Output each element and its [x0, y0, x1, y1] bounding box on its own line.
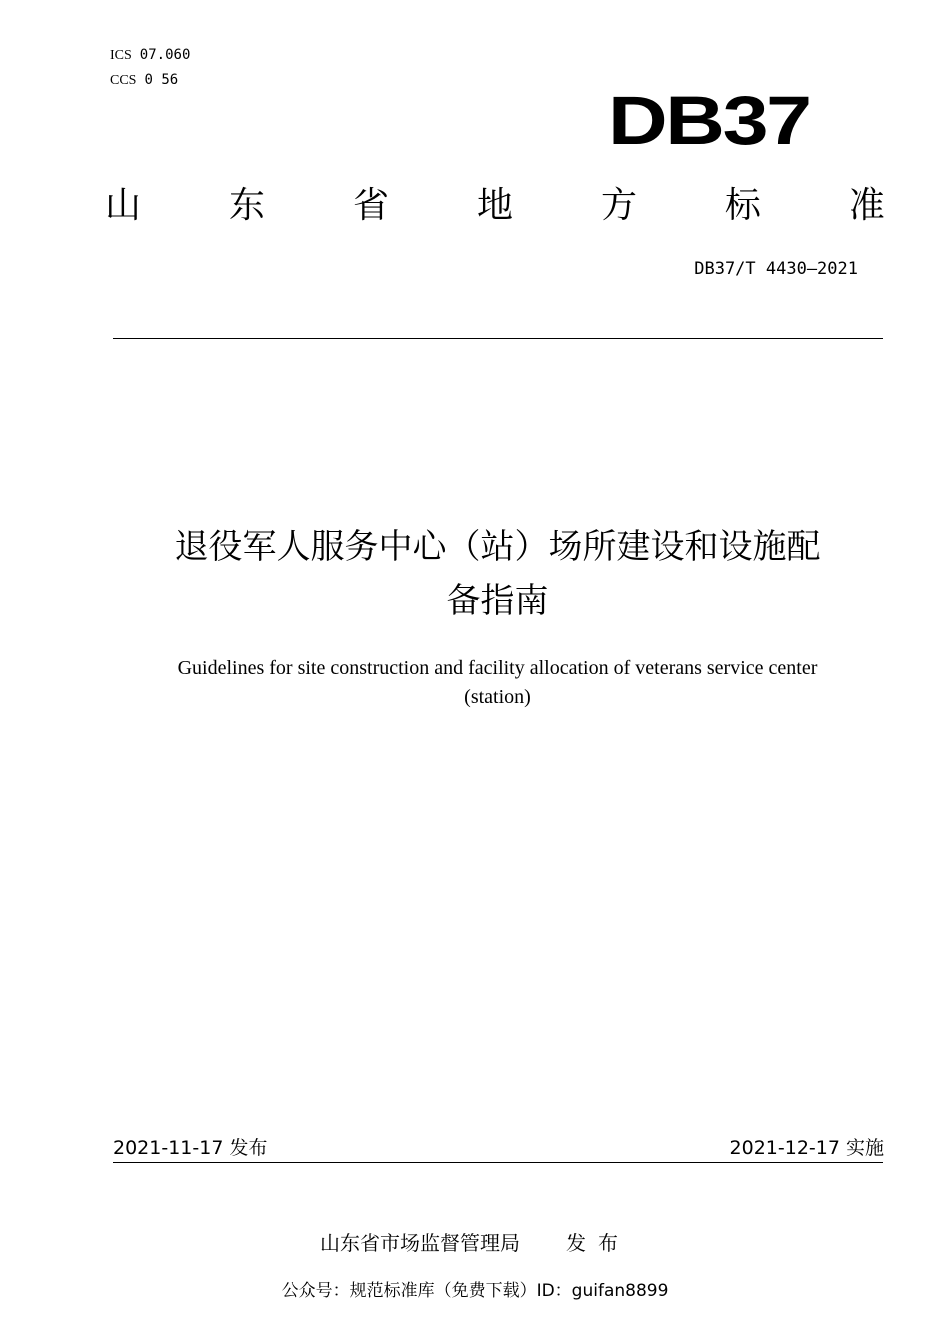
footer-note: 公众号：规范标准库（免费下载）ID：guifan8899: [281, 1281, 669, 1301]
bottom-divider: [113, 1162, 883, 1163]
standard-type-char: 方: [600, 185, 637, 226]
ics-line: [110, 47, 190, 64]
standard-type-char: 准: [848, 185, 885, 226]
title-english: [110, 654, 885, 712]
standard-type-char: 东: [228, 185, 265, 226]
top-divider: [113, 338, 883, 339]
title-chinese: [95, 520, 900, 628]
issuer-action: 发布: [566, 1231, 630, 1255]
ccs-label: CCS: [110, 73, 137, 88]
title-english-line-1: Guidelines for site construction and facility allocation of veterans service center: [177, 657, 818, 679]
ccs-line: [110, 72, 178, 89]
standard-type-char: 地: [476, 185, 513, 226]
db37-logo: DB37: [608, 82, 810, 159]
title-english-line-2: (station): [464, 686, 531, 708]
publish-date: 2021-11-17 发布: [113, 1137, 268, 1159]
standard-type: [105, 183, 885, 229]
title-chinese-line-1: 退役军人服务中心（站）场所建设和设施配: [174, 527, 821, 567]
issuer-name: 山东省市场监督管理局: [320, 1231, 520, 1255]
standard-type-char: 山: [105, 185, 142, 226]
ccs-code: 0 56: [144, 72, 179, 88]
issuer: [0, 1227, 950, 1256]
standard-type-char: 标: [724, 185, 761, 226]
standard-type-char: 省: [352, 185, 389, 226]
title-chinese-line-2: 备指南: [446, 581, 549, 621]
implement-date: 2021-12-17 实施: [729, 1137, 884, 1159]
ics-code: 07.060: [139, 47, 191, 63]
standard-number: DB37/T 4430—2021: [694, 259, 858, 279]
ics-label: ICS: [110, 48, 132, 63]
